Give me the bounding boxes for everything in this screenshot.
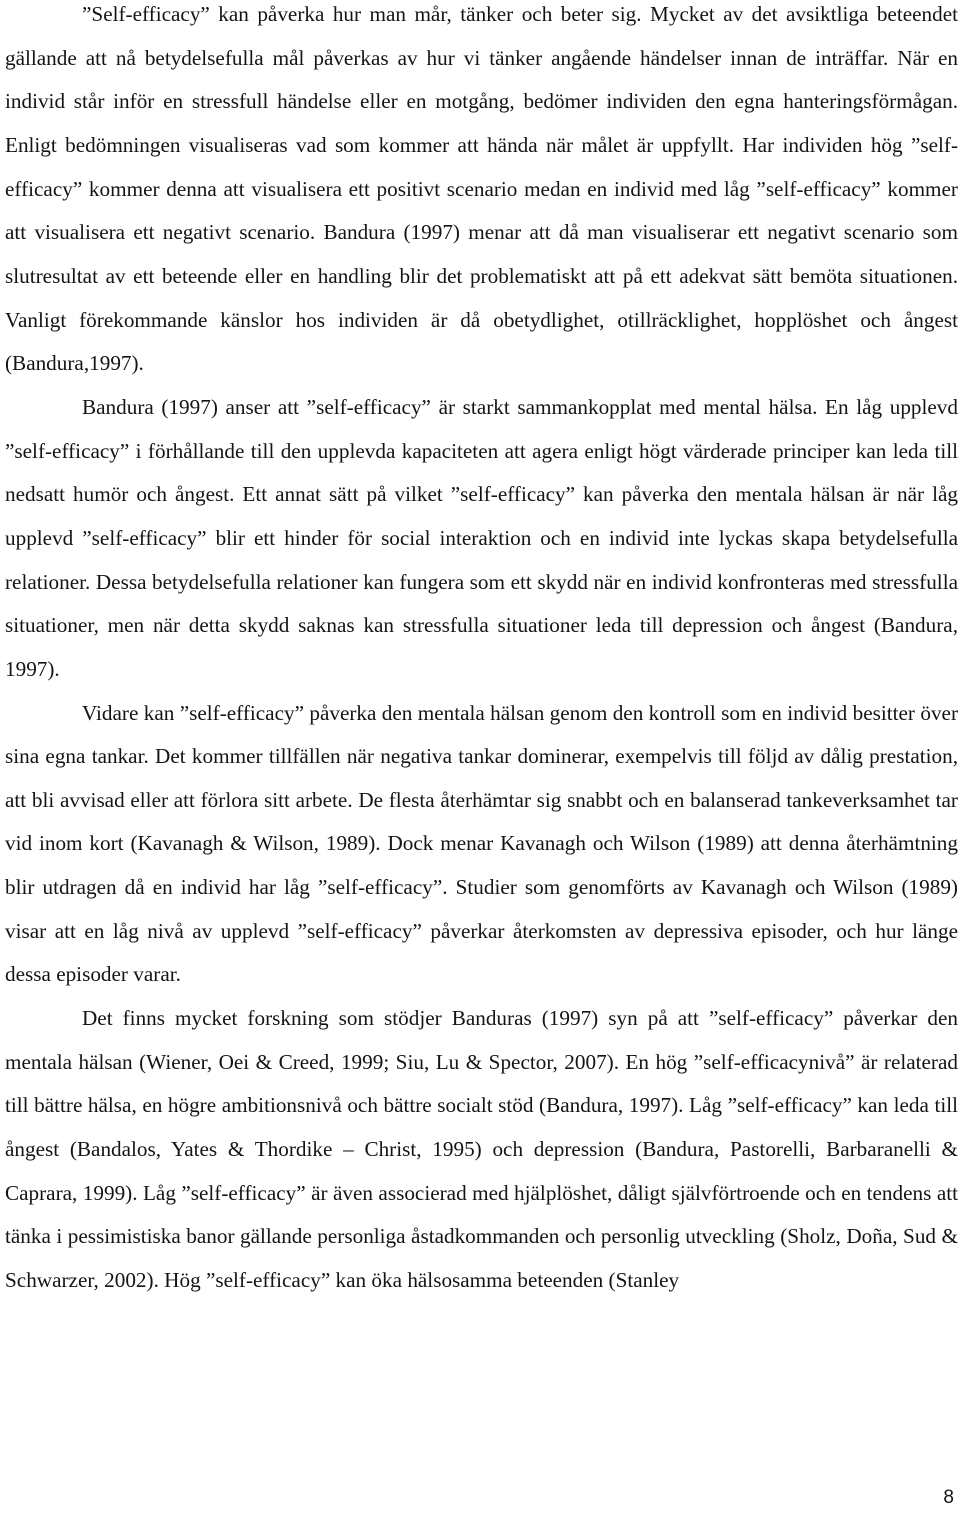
page-number: 8 — [943, 1487, 954, 1508]
paragraph-self-efficacy-visualization: ”Self-efficacy” kan påverka hur man mår, tänker och beter sig. Mycket av det avsiktliga beteendet gällande att nå betydelsefulla mål påverkas av hur vi tänker angående händelser innan de inträffar. När en individ står inför en stressfull händelse eller en motgång, bedömer individen den egna hanteringsförmågan. Enligt bedömningen visualiseras vad som kommer att hända när målet är uppfyllt. Har individen hög ”self-efficacy” kommer denna att visualisera ett positivt scenario medan en individ med låg ”self-efficacy” kommer att visualisera ett negativt scenario. Bandura (1997) menar att då man visualiserar ett negativt scenario som slutresultat av ett beteende eller en handling blir det problematiskt att på ett adekvat sätt bemöta situationen. Vanligt förekommande känslor hos individen är då obetydlighet, otillräcklighet, hopplöshet och ångest (Bandura,1997). — [5, 2, 958, 376]
paragraph-mental-health-link: Bandura (1997) anser att ”self-efficacy” är starkt sammankopplat med mental hälsa. En låg upplevd ”self-efficacy” i förhållande till den upplevda kapaciteten att agera enligt högt värderade principer kan leda till nedsatt humör och ångest. Ett annat sätt på vilket ”self-efficacy” kan påverka den mentala hälsan är när låg upplevd ”self-efficacy” blir ett hinder för social interaktion och en individ inte lyckas skapa betydelsefulla relationer. Dessa betydelsefulla relationer kan fungera som ett skydd när en individ konfronteras med stressfulla situationer, men när detta skydd saknas kan stressfulla situationer leda till depression och ångest (Bandura, 1997). — [5, 394, 958, 681]
paragraph-research-support: Det finns mycket forskning som stödjer Banduras (1997) syn på att ”self-efficacy” påverkar den mentala hälsan (Wiener, Oei & Creed, 1999; Siu, Lu & Spector, 2007). En hög ”self-efficacynivå” är relaterad till bättre hälsa, en högre ambitionsnivå och bättre socialt stöd (Bandura, 1997). Låg ”self-efficacy” kan leda till ångest (Bandalos, Yates & Thordike – Christ, 1995) och depression (Bandura, Pastorelli, Barbaranelli & Caprara, 1999). Låg ”self-efficacy” är även associerad med hjälplöshet, dåligt självförtroende och en tendens att tänka i pessimistiska banor gällande personliga åstadkommanden och personlig utveckling (Sholz, Doña, Sud & Schwarzer, 2002). Hög ”self-efficacy” kan öka hälsosamma beteenden (Stanley — [5, 1006, 958, 1293]
paragraph-thought-control: Vidare kan ”self-efficacy” påverka den mentala hälsan genom den kontroll som en individ besitter över sina egna tankar. Det kommer tillfällen när negativa tankar dominerar, exempelvis till följd av dålig prestation, att bli avvisad eller att förlora sitt arbete. De flesta återhämtar sig snabbt och en balanserad tankeverksamhet tar vid inom kort (Kavanagh & Wilson, 1989). Dock menar Kavanagh och Wilson (1989) att denna återhämtning blir utdragen då en individ har låg ”self-efficacy”. Studier som genomförts av Kavanagh och Wilson (1989) visar att en låg nivå av upplevd ”self-efficacy” påverkar återkomsten av depressiva episoder, och hur länge dessa episoder varar. — [5, 700, 958, 987]
body-text — [5, 0, 958, 1303]
